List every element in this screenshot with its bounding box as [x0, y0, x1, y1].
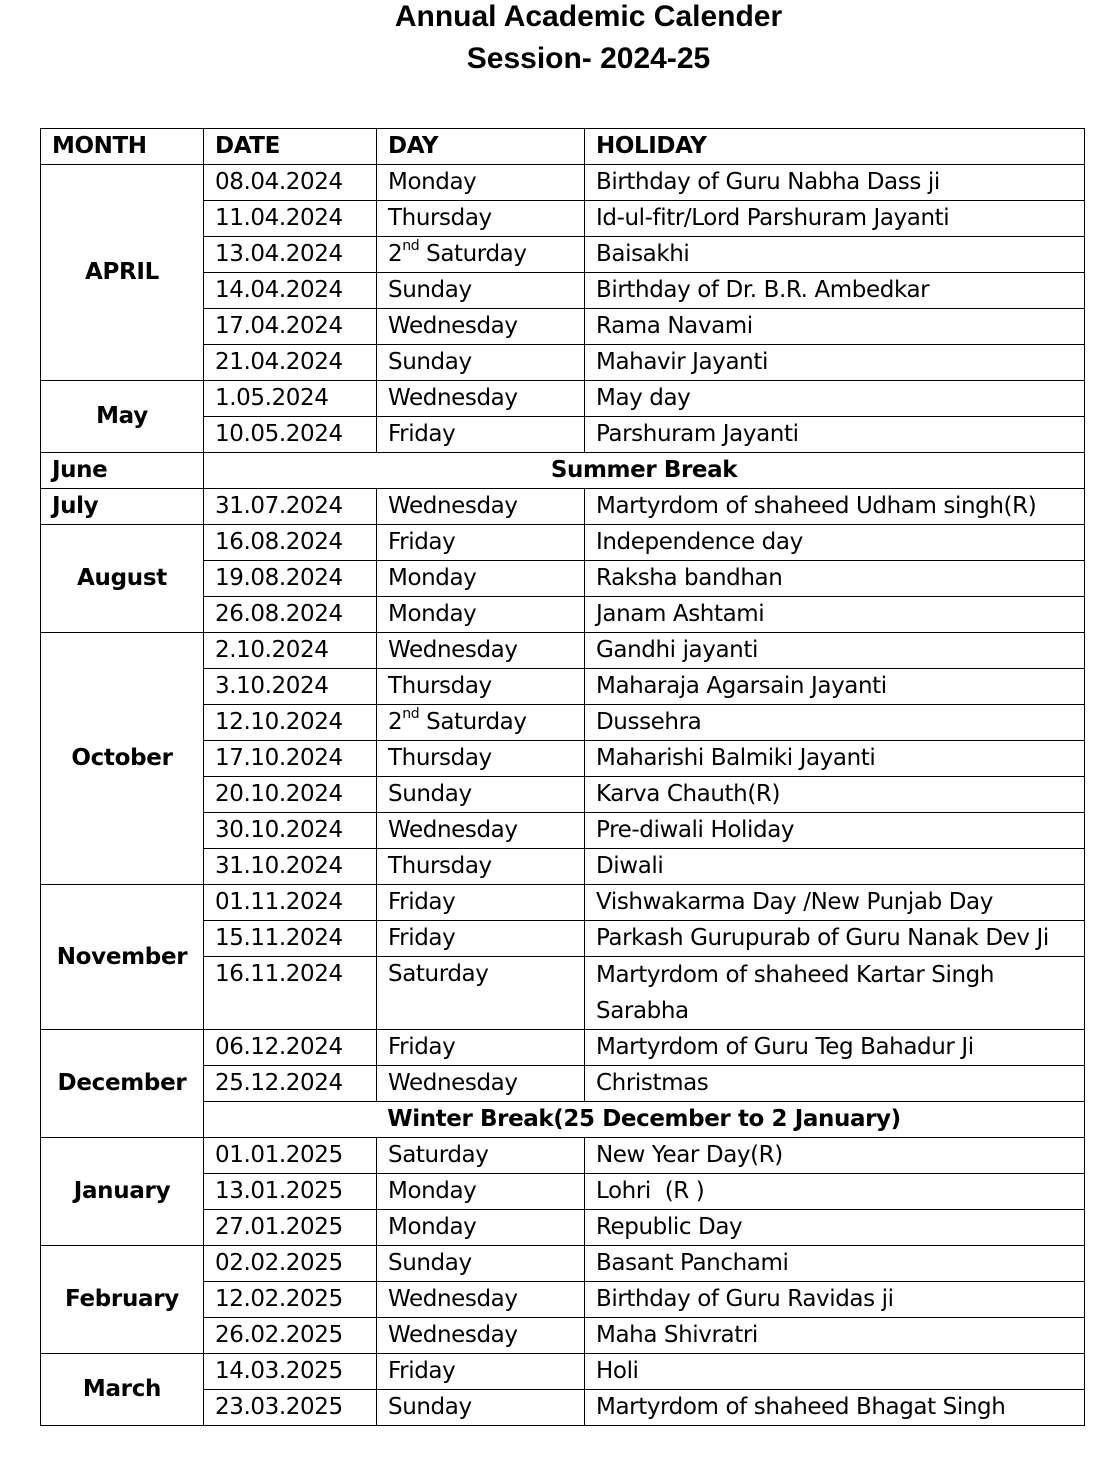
header-day: DAY: [377, 129, 585, 165]
date-cell: 01.11.2024: [204, 885, 377, 921]
date-cell: 20.10.2024: [204, 777, 377, 813]
date-cell: 14.04.2024: [204, 273, 377, 309]
holiday-cell: Martyrdom of shaheed Udham singh(R): [585, 489, 1085, 525]
table-header-row: [41, 129, 1085, 165]
table-row: [41, 1354, 1085, 1390]
date-cell: 17.04.2024: [204, 309, 377, 345]
holiday-cell: Parkash Gurupurab of Guru Nanak Dev Ji: [585, 921, 1085, 957]
table-row: [41, 1030, 1085, 1066]
holiday-cell: Maharishi Balmiki Jayanti: [585, 741, 1085, 777]
winter-break-cell: Winter Break(25 December to 2 January): [204, 1102, 1085, 1138]
date-cell: 10.05.2024: [204, 417, 377, 453]
day-cell: Thursday: [377, 741, 585, 777]
date-cell: 16.11.2024: [204, 957, 377, 1030]
date-cell: 3.10.2024: [204, 669, 377, 705]
day-cell: Friday: [377, 1030, 585, 1066]
holiday-cell: Diwali: [585, 849, 1085, 885]
day-cell: Friday: [377, 885, 585, 921]
holiday-cell: Gandhi jayanti: [585, 633, 1085, 669]
date-cell: 06.12.2024: [204, 1030, 377, 1066]
holiday-cell: Dussehra: [585, 705, 1085, 741]
ordinal-day: Saturday: [419, 709, 527, 735]
month-november: November: [41, 885, 204, 1030]
day-cell: Friday: [377, 921, 585, 957]
holiday-cell: New Year Day(R): [585, 1138, 1085, 1174]
day-cell: Wednesday: [377, 1318, 585, 1354]
date-cell: 11.04.2024: [204, 201, 377, 237]
day-cell: Wednesday: [377, 813, 585, 849]
date-cell: 15.11.2024: [204, 921, 377, 957]
day-cell: Monday: [377, 1210, 585, 1246]
table-row: [41, 885, 1085, 921]
date-cell: 17.10.2024: [204, 741, 377, 777]
date-cell: 31.10.2024: [204, 849, 377, 885]
day-cell: Thursday: [377, 669, 585, 705]
day-cell: Monday: [377, 561, 585, 597]
date-cell: 31.07.2024: [204, 489, 377, 525]
day-cell: Monday: [377, 597, 585, 633]
date-cell: 19.08.2024: [204, 561, 377, 597]
day-cell: Friday: [377, 1354, 585, 1390]
date-cell: 23.03.2025: [204, 1390, 377, 1426]
session-subtitle: Session- 2024-25: [466, 42, 711, 75]
date-cell: 27.01.2025: [204, 1210, 377, 1246]
table-row: [41, 381, 1085, 417]
holiday-cell: Baisakhi: [585, 237, 1085, 273]
day-cell: Wednesday: [377, 309, 585, 345]
date-cell: 26.02.2025: [204, 1318, 377, 1354]
day-cell: Wednesday: [377, 1066, 585, 1102]
holiday-cell: Martyrdom of shaheed Kartar Singh Sarabha: [585, 957, 1085, 1030]
table-row: [41, 489, 1085, 525]
table-row: [41, 1246, 1085, 1282]
day-cell: Sunday: [377, 1246, 585, 1282]
day-cell: Saturday: [377, 957, 585, 1030]
day-cell: [377, 237, 585, 273]
month-january: January: [41, 1138, 204, 1246]
table-row: [41, 453, 1085, 489]
holiday-cell: Vishwakarma Day /New Punjab Day: [585, 885, 1085, 921]
day-cell: [377, 705, 585, 741]
holiday-table: [40, 128, 1085, 1426]
holiday-cell: Pre-diwali Holiday: [585, 813, 1085, 849]
date-cell: 16.08.2024: [204, 525, 377, 561]
holiday-cell: Maharaja Agarsain Jayanti: [585, 669, 1085, 705]
date-cell: 02.02.2025: [204, 1246, 377, 1282]
holiday-table-wrapper: [40, 128, 1084, 1426]
day-cell: Wednesday: [377, 489, 585, 525]
month-august: August: [41, 525, 204, 633]
holiday-cell: Id-ul-fitr/Lord Parshuram Jayanti: [585, 201, 1085, 237]
table-row: [41, 525, 1085, 561]
ordinal-suffix: nd: [402, 706, 420, 723]
date-cell: 2.10.2024: [204, 633, 377, 669]
holiday-cell: Maha Shivratri: [585, 1318, 1085, 1354]
holiday-cell: Birthday of Dr. B.R. Ambedkar: [585, 273, 1085, 309]
holiday-cell: Martyrdom of Guru Teg Bahadur Ji: [585, 1030, 1085, 1066]
holiday-cell: Janam Ashtami: [585, 597, 1085, 633]
date-cell: 14.03.2025: [204, 1354, 377, 1390]
document-title: Annual Academic Calender: [394, 0, 783, 33]
day-cell: Sunday: [377, 345, 585, 381]
header-date: DATE: [204, 129, 377, 165]
day-cell: Friday: [377, 417, 585, 453]
holiday-cell: Birthday of Guru Nabha Dass ji: [585, 165, 1085, 201]
holiday-cell: Lohri (R ): [585, 1174, 1085, 1210]
holiday-cell: Republic Day: [585, 1210, 1085, 1246]
day-cell: Thursday: [377, 201, 585, 237]
date-cell: 01.01.2025: [204, 1138, 377, 1174]
day-cell: Wednesday: [377, 1282, 585, 1318]
date-cell: 26.08.2024: [204, 597, 377, 633]
date-cell: 08.04.2024: [204, 165, 377, 201]
holiday-cell: Birthday of Guru Ravidas ji: [585, 1282, 1085, 1318]
day-cell: Monday: [377, 1174, 585, 1210]
table-row: [41, 633, 1085, 669]
date-cell: 12.10.2024: [204, 705, 377, 741]
holiday-cell: Independence day: [585, 525, 1085, 561]
month-october: October: [41, 633, 204, 885]
header-month: MONTH: [41, 129, 204, 165]
holiday-cell: Mahavir Jayanti: [585, 345, 1085, 381]
ordinal-day: Saturday: [419, 241, 527, 267]
holiday-cell: Rama Navami: [585, 309, 1085, 345]
table-row: [41, 165, 1085, 201]
table-row: [41, 1138, 1085, 1174]
day-cell: Sunday: [377, 1390, 585, 1426]
date-cell: 13.04.2024: [204, 237, 377, 273]
month-july: July: [41, 489, 204, 525]
month-february: February: [41, 1246, 204, 1354]
day-cell: Monday: [377, 165, 585, 201]
holiday-cell: Holi: [585, 1354, 1085, 1390]
holiday-cell: Raksha bandhan: [585, 561, 1085, 597]
month-june: June: [41, 453, 204, 489]
date-cell: 21.04.2024: [204, 345, 377, 381]
day-cell: Sunday: [377, 273, 585, 309]
holiday-cell: Martyrdom of shaheed Bhagat Singh: [585, 1390, 1085, 1426]
holiday-cell: Christmas: [585, 1066, 1085, 1102]
summer-break-cell: Summer Break: [204, 453, 1085, 489]
day-cell: Wednesday: [377, 381, 585, 417]
month-may: May: [41, 381, 204, 453]
date-cell: 1.05.2024: [204, 381, 377, 417]
month-december: December: [41, 1030, 204, 1138]
date-cell: 30.10.2024: [204, 813, 377, 849]
ordinal-number: 2: [388, 241, 403, 267]
day-cell: Friday: [377, 525, 585, 561]
header-holiday: HOLIDAY: [585, 129, 1085, 165]
day-cell: Sunday: [377, 777, 585, 813]
date-cell: 12.02.2025: [204, 1282, 377, 1318]
holiday-cell: Karva Chauth(R): [585, 777, 1085, 813]
day-cell: Wednesday: [377, 633, 585, 669]
ordinal-number: 2: [388, 709, 403, 735]
month-march: March: [41, 1354, 204, 1426]
day-cell: Thursday: [377, 849, 585, 885]
holiday-cell: May day: [585, 381, 1085, 417]
month-april: APRIL: [41, 165, 204, 381]
holiday-cell: Basant Panchami: [585, 1246, 1085, 1282]
ordinal-suffix: nd: [402, 238, 420, 255]
day-cell: Saturday: [377, 1138, 585, 1174]
date-cell: 25.12.2024: [204, 1066, 377, 1102]
holiday-cell: Parshuram Jayanti: [585, 417, 1085, 453]
date-cell: 13.01.2025: [204, 1174, 377, 1210]
